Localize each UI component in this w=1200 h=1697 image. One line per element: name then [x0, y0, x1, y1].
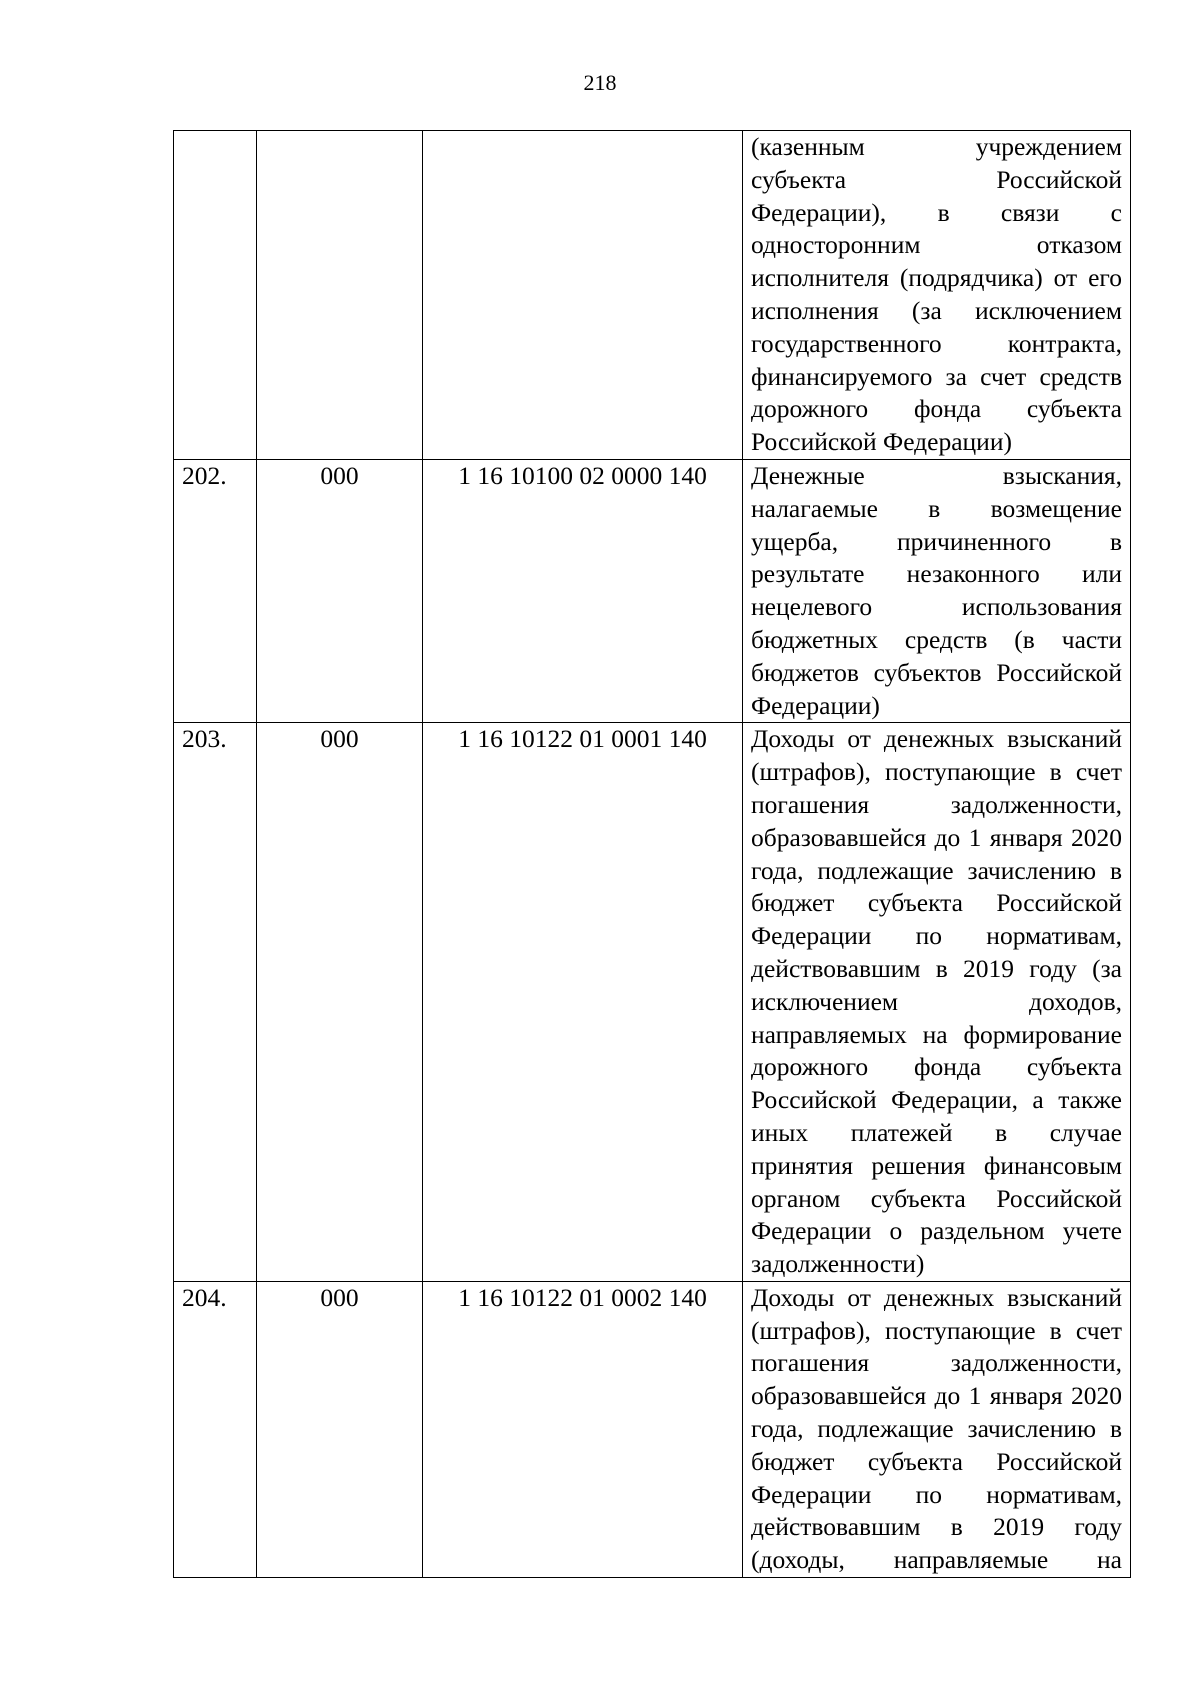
income-name-line: бюджетов субъектов Российской — [751, 657, 1122, 687]
income-code-cell: 1 16 10122 01 0001 140 — [423, 723, 743, 1282]
income-name-line: (штрафов), поступающие в счет — [751, 1315, 1122, 1345]
income-name-line: результате незаконного или — [751, 559, 1122, 589]
income-code-cell: 1 16 10122 01 0002 140 — [423, 1281, 743, 1577]
table-row — [174, 459, 1131, 722]
income-name-line: Российской Федерации) — [751, 427, 1012, 457]
income-name-line: Доходы от денежных взысканий — [751, 724, 1122, 754]
income-name-line: направляемых на формирование — [751, 1019, 1122, 1049]
income-name-line: Доходы от денежных взысканий — [751, 1282, 1122, 1312]
income-name-line: Федерации по нормативам, — [751, 921, 1122, 951]
income-name-cell — [743, 131, 1131, 460]
income-name-line: иных платежей в случае — [751, 1117, 1122, 1147]
income-name-line: органом субъекта Российской — [751, 1183, 1122, 1213]
income-name-line: нецелевого использования — [751, 592, 1122, 622]
income-name-line: дорожного фонда субъекта — [751, 394, 1122, 424]
income-name-cell — [743, 723, 1131, 1282]
income-name-line: Федерации) — [751, 690, 880, 720]
budget-classification-table — [173, 130, 1131, 1578]
income-name-line: бюджетных средств (в части — [751, 624, 1122, 654]
income-name-line: Денежные взыскания, — [751, 460, 1122, 490]
income-code-cell: 1 16 10100 02 0000 140 — [423, 459, 743, 722]
table-row — [174, 131, 1131, 460]
income-name-line: погашения задолженности, — [751, 789, 1122, 819]
income-name-cell — [743, 459, 1131, 722]
row-number-cell — [174, 131, 257, 460]
admin-code-cell: 000 — [257, 723, 423, 1282]
income-name-line: исполнения (за исключением — [751, 295, 1122, 325]
row-number-cell: 203. — [174, 723, 257, 1282]
income-name-line: исключением доходов, — [751, 986, 1122, 1016]
table-row — [174, 1281, 1131, 1577]
table-row — [174, 723, 1131, 1282]
row-number-cell: 202. — [174, 459, 257, 722]
income-name-line: образовавшейся до 1 января 2020 — [751, 1381, 1122, 1411]
income-name-line: государственного контракта, — [751, 328, 1122, 358]
income-name-line: Федерации о раздельном учете — [751, 1216, 1122, 1246]
income-name-line: исполнителя (подрядчика) от его — [751, 263, 1122, 293]
income-name-line: субъекта Российской — [751, 164, 1122, 194]
income-name-line: погашения задолженности, — [751, 1348, 1122, 1378]
income-name-line: Федерации по нормативам, — [751, 1479, 1122, 1509]
income-name-line: образовавшейся до 1 января 2020 — [751, 822, 1122, 852]
income-name-line: бюджет субъекта Российской — [751, 1446, 1122, 1476]
admin-code-cell — [257, 131, 423, 460]
income-name-line: финансируемого за счет средств — [751, 361, 1122, 391]
income-name-line: ущерба, причиненного в — [751, 526, 1122, 556]
income-name-line: (казенным учреждением — [751, 132, 1122, 161]
income-name-line: односторонним отказом — [751, 230, 1122, 260]
page-number: 218 — [583, 70, 617, 95]
income-name-line: дорожного фонда субъекта — [751, 1052, 1122, 1082]
income-name-line: года, подлежащие зачислению в — [751, 1414, 1122, 1444]
income-code-cell — [423, 131, 743, 460]
income-name-line: года, подлежащие зачислению в — [751, 855, 1122, 885]
admin-code-cell: 000 — [257, 1281, 423, 1577]
income-name-cell — [743, 1281, 1131, 1577]
income-name-line: действовавшим в 2019 году — [751, 1512, 1122, 1542]
income-name-line: задолженности) — [751, 1249, 925, 1279]
income-name-line: действовавшим в 2019 году (за — [751, 953, 1122, 983]
row-number-cell: 204. — [174, 1281, 257, 1577]
income-name-line: бюджет субъекта Российской — [751, 888, 1122, 918]
income-name-line: Российской Федерации, а также — [751, 1085, 1122, 1115]
income-name-line: налагаемые в возмещение — [751, 493, 1122, 523]
income-name-line: (штрафов), поступающие в счет — [751, 757, 1122, 787]
table-body — [174, 131, 1131, 1578]
income-name-line: принятия решения финансовым — [751, 1150, 1122, 1180]
income-name-line: (доходы, направляемые на — [751, 1545, 1122, 1575]
income-name-line: Федерации), в связи с — [751, 197, 1122, 227]
admin-code-cell: 000 — [257, 459, 423, 722]
